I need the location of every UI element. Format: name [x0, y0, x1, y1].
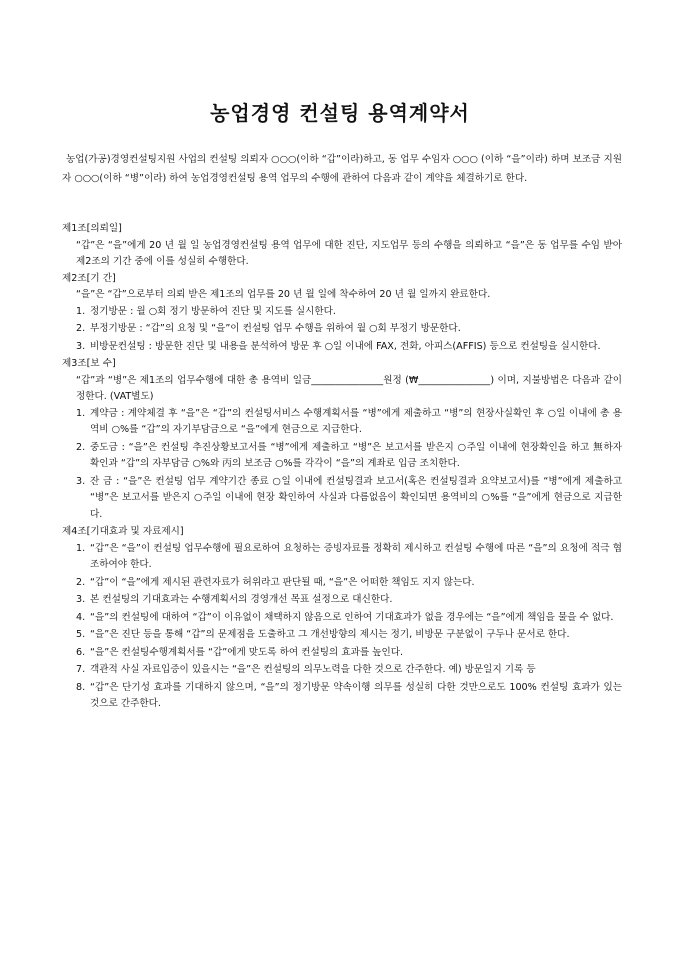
clause-item-number: 2.	[76, 323, 86, 334]
section-heading: 제4조[기대효과 및 자료제시]	[62, 526, 184, 537]
clause-item-number: 1.	[76, 305, 86, 317]
intro-paragraph: 농업(가공)경영컨설팅지원 사업의 컨설팅 의뢰자 ○○○(이하 “갑”이라)하고, 동 업무 수임자 ○○○ (이하 “을”이라) 하며 보조금 지원자 ○○○(이하 “병”이라) 하여 농업경영컨설팅 용역 업무의 수행에 관하여 다음과 같이 계약을 체결하기로 한다.	[62, 154, 622, 184]
clause-item	[76, 474, 622, 524]
clause-item-text: “갑”이 “을”에게 제시된 관련자료가 허위라고 판단될 때, “을”은 어떠한 책임도 지지 않는다.	[90, 576, 475, 588]
section-heading: 제1조[의뢰일]	[62, 223, 122, 234]
clause-item-text: 잔 금 : “을”은 컨설팅 업무 계약기간 종료 ○일 이내에 컨설팅결과 보고서(혹은 컨설팅결과 요약보고서)를 “병”에게 제출하고 “병”은 보고서를 받은지 ○주일 이내에 현장 확인하여 사실과 다름없음이 확인되면 용역비의 ○%를 “을”에게 현금으로 지급한다.	[90, 475, 622, 520]
clause-item	[76, 440, 622, 473]
clause-item-number: 1.	[76, 542, 86, 554]
clause-item-text: 본 컨설팅의 기대효과는 수행계획서의 경영개선 목표 설정으로 대신한다.	[90, 594, 393, 605]
clause-item-number: 6.	[76, 646, 86, 658]
section-paragraph: “갑”과 “병”은 제1조의 업무수행에 대한 총 용역비 일금_______________원정 (₩_______________) 이며, 지불방법은 다음과 같이 정한다. (VAT별도)	[76, 374, 622, 402]
clause-item-text: “갑”은 “을”이 컨설팅 업무수행에 필요로하여 요청하는 증빙자료를 정확히 제시하고 컨설팅 수행에 따른 “을”의 요청에 적극 협조하여야 한다.	[90, 542, 622, 570]
clause-item-number: 8.	[76, 681, 86, 693]
clause-item-number: 3.	[76, 594, 86, 605]
clause-item-text: 비방문컨설팅 : 방문한 진단 및 내용을 분석하여 방문 후 ○일 이내에 FAX, 전화, 아피스(AFFIS) 등으로 컨설팅을 실시한다.	[90, 340, 601, 352]
clause-item-number: 5.	[76, 629, 86, 640]
clause-item	[76, 627, 622, 644]
clause-item-number: 1.	[76, 407, 86, 419]
clause-item-number: 2.	[76, 441, 86, 453]
clause-item-text: 객관적 사실 자료입증이 있을시는 “을”은 컨설팅의 의무노력을 다한 것으로 간주한다. 예) 방문일지 기록 등	[90, 664, 536, 675]
clause-item-text: “갑”은 단기성 효과를 기대하지 않으며, “을”의 정기방문 약속이행 의무를 성실히 다한 것만으로도 100% 컨설팅 효과가 있는 것으로 간주한다.	[90, 681, 622, 709]
clause-item-text: 중도금 : “을”은 컨설팅 추진상황보고서를 “병”에게 제출하고 “병”은 보고서를 받은지 ○주일 이내에 현장확인을 하고 無하자 확인과 “갑”의 자부담금 ○%와 丙의 보조금 ○%를 각각이 “을”의 계좌로 입금 조치한다.	[90, 441, 622, 469]
clause-item-text: 계약금 : 계약체결 후 “을”은 “갑”의 컨설팅서비스 수행계획서를 “병”에게 제출하고 “병”의 현장사실확인 후 ○일 이내에 총 용역비 ○%를 “갑”의 자기부담금으로 “을”에게 현금으로 지급한다.	[90, 407, 622, 435]
clause-item	[76, 662, 622, 679]
clause-item	[76, 645, 622, 662]
clause-item	[76, 321, 622, 338]
clause-item	[76, 541, 622, 574]
clause-item	[76, 339, 622, 356]
clause-item-text: “을”은 컨설팅수행계획서를 “갑”에게 맞도록 하여 컨설팅의 효과를 높인다.	[90, 646, 404, 658]
contract-body	[62, 221, 622, 714]
document-title: 농업경영 컨설팅 용역계약서	[210, 101, 470, 125]
clause-item-number: 2.	[76, 576, 86, 588]
clause-item-number: 4.	[76, 611, 86, 623]
clause-item	[76, 304, 622, 321]
section-paragraph: “갑”은 “을”에게 20 년 월 일 농업경영컨설팅 용역 업무에 대한 진단, 지도업무 등의 수행을 의뢰하고 “을”은 동 업무를 수임 받아 제2조의 기간 중에 이를 성실히 수행한다.	[76, 239, 622, 267]
section-paragraph: “을”은 “갑”으로부터 의뢰 받은 제1조의 업무를 20 년 월 일에 착수하여 20 년 월 일까지 완료한다.	[76, 289, 491, 300]
clause-item-number: 3.	[76, 340, 86, 352]
clause-item	[76, 610, 622, 627]
clause-item-text: 부정기방문 : “갑”의 요청 및 “을”이 컨설팅 업무 수행을 위하여 월 ○회 부정기 방문한다.	[90, 323, 461, 334]
clause-item-text: 정기방문 : 월 ○회 정기 방문하여 진단 및 지도를 실시한다.	[90, 305, 336, 317]
clause-item-number: 7.	[76, 664, 86, 675]
clause-item	[76, 592, 622, 609]
clause-item	[76, 406, 622, 439]
clause-item	[76, 575, 622, 592]
section-heading: 제2조[기 간]	[62, 272, 116, 284]
clause-item	[76, 680, 622, 713]
clause-item-text: “을”은 진단 등을 통해 “갑”의 문제점을 도출하고 그 개선방향의 제시는 정기, 비방문 구분없이 구두나 문서로 한다.	[90, 629, 570, 640]
clause-item-number: 3.	[76, 475, 86, 487]
clause-item-text: “을”의 컨설팅에 대하여 “갑”이 이유없이 채택하지 않음으로 인하여 기대효과가 없을 경우에는 “을”에게 책임을 물을 수 없다.	[90, 611, 614, 623]
section-heading: 제3조[보 수]	[62, 358, 116, 369]
